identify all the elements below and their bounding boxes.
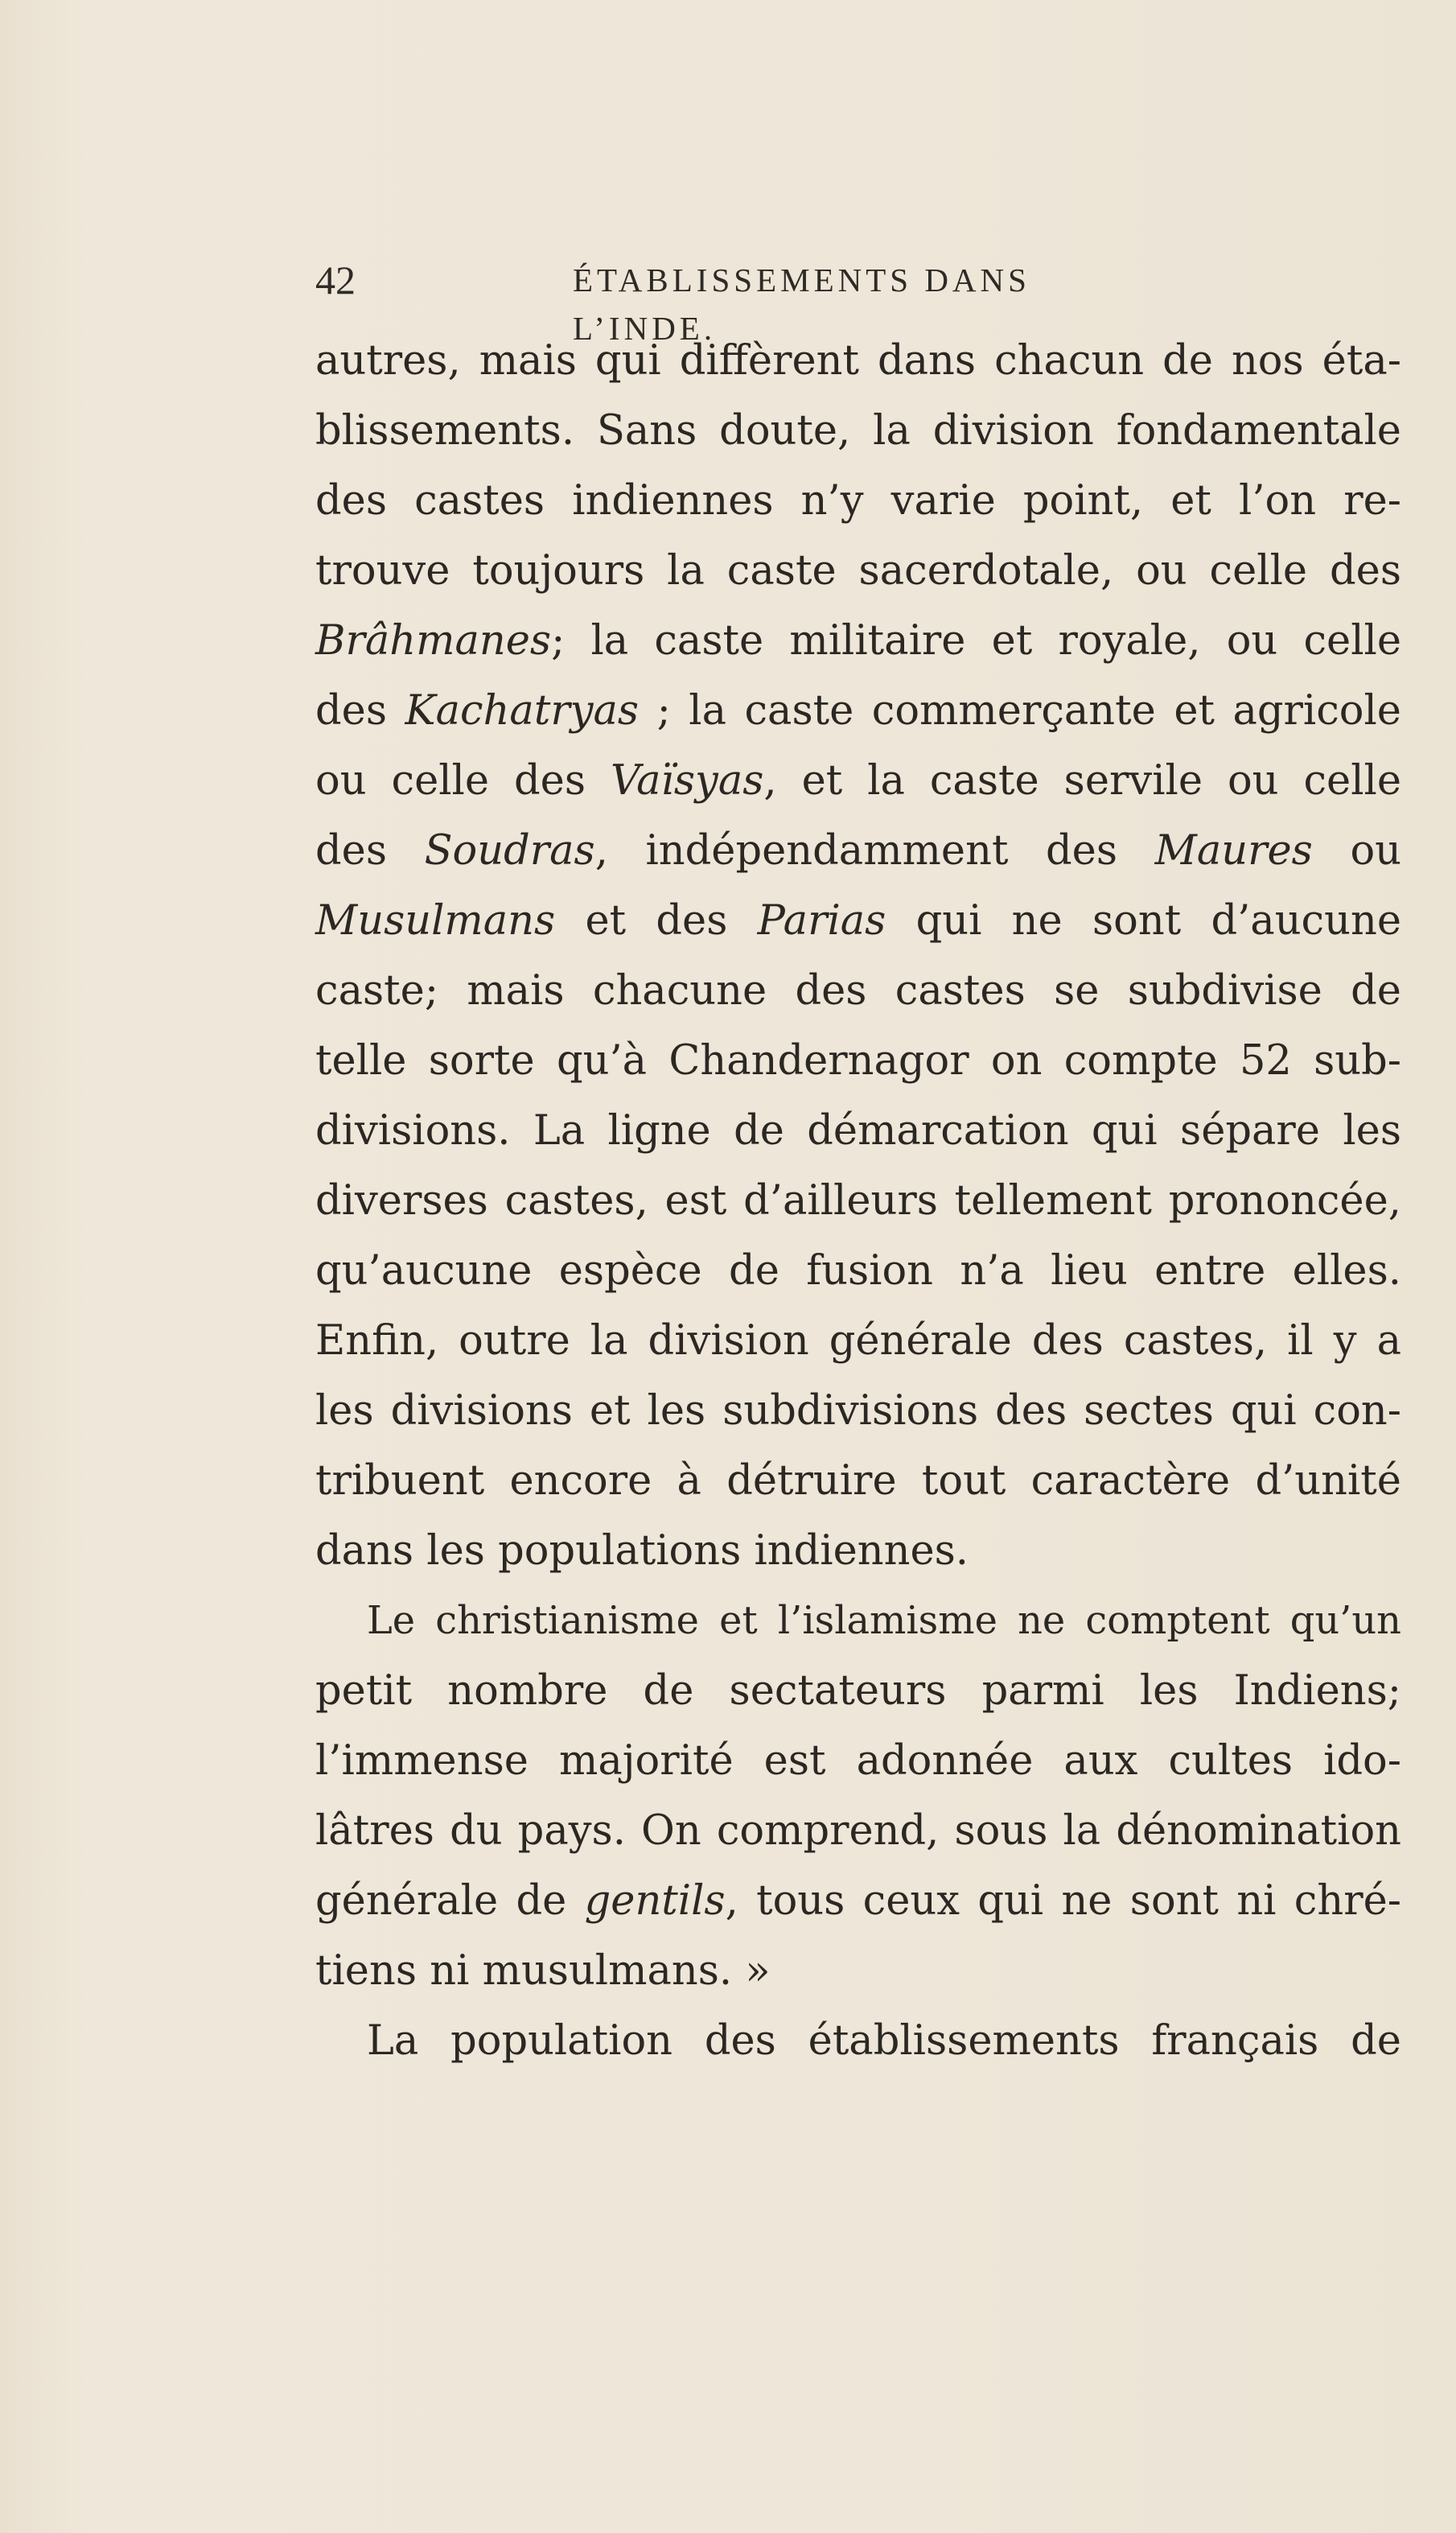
text-segment: des [315,827,425,875]
text-segment: telle sorte qu’à Chandernagor on compte 52 sub- [315,1037,1401,1085]
text-segment: ou [1312,827,1401,875]
text-line [315,816,1401,886]
text-segment: qui ne sont d’aucune [886,897,1401,945]
text-segment: Enfin, outre la division générale des castes, il y a [315,1317,1401,1365]
text-segment: ou celle des [315,757,611,805]
text-line [315,536,1401,606]
text-line [315,1726,1401,1796]
text-segment: ; la caste militaire et royale, ou celle [551,617,1401,665]
text-segment: La population des établissements français de [367,2017,1401,2065]
text-segment: tiens ni musulmans. » [315,1947,771,1995]
text-segment: ; la caste commerçante et agricole [639,687,1401,735]
italic-term: Soudras [424,827,595,875]
italic-term: Maures [1154,827,1313,875]
page-number: 42 [315,257,356,303]
italic-term: Parias [757,897,886,945]
italic-term: Musulmans [315,897,556,945]
text-segment: diverses castes, est d’ailleurs tellement prononcée, [315,1177,1401,1225]
text-segment: , tous ceux qui ne sont ni chré- [725,1877,1402,1925]
text-segment: dans les populations indiennes. [315,1527,969,1575]
text-segment: tribuent encore à détruire tout caractère d’unité [315,1457,1401,1505]
text-segment: blissements. Sans doute, la division fondamentale [315,407,1401,455]
text-line [315,1516,1401,1586]
text-line [315,746,1401,816]
text-line [315,326,1401,396]
text-line [315,396,1401,466]
text-line [315,1096,1401,1166]
text-segment: divisions. La ligne de démarcation qui sépare les [315,1107,1401,1155]
text-line [315,1796,1401,1866]
body-text [315,326,1401,2076]
italic-term: Brâhmanes [315,617,552,665]
italic-term: Vaïsyas [610,757,764,805]
text-line [315,676,1401,746]
text-line [315,956,1401,1026]
text-segment: , et la caste servile ou celle [763,757,1402,805]
text-line [315,1656,1401,1726]
text-line [315,1166,1401,1236]
text-line [315,606,1401,676]
text-segment: des [315,687,405,735]
italic-term: gentils [584,1877,726,1925]
text-segment: caste; mais chacune des castes se subdivise de [315,967,1401,1015]
text-segment: et des [555,897,758,945]
text-line [315,886,1401,956]
text-segment: lâtres du pays. On comprend, sous la dénomination [315,1807,1401,1855]
text-line [315,2006,1401,2076]
text-line [315,466,1401,536]
text-line [315,1446,1401,1516]
running-title: ÉTABLISSEMENTS DANS L’INDE. [573,262,1030,347]
text-segment: , indépendamment des [594,827,1155,875]
text-line [315,1026,1401,1096]
text-segment: trouve toujours la caste sacerdotale, ou celle des [315,547,1401,595]
text-line [315,1866,1401,1936]
text-segment: l’immense majorité est adonnée aux cultes ido- [315,1737,1401,1785]
text-line [315,1236,1401,1306]
text-line [315,1376,1401,1446]
text-segment: les divisions et les subdivisions des sectes qui con- [315,1387,1401,1435]
page-header [315,256,1144,347]
text-segment: des castes indiennes n’y varie point, et l’on re- [315,477,1401,525]
text-segment: autres, mais qui diffèrent dans chacun de nos éta- [315,337,1401,385]
text-segment: Le christianisme et l’islamisme ne comptent qu’un [367,1599,1401,1643]
italic-term: Kachatryas [405,687,640,735]
text-line [315,1306,1401,1376]
text-segment: petit nombre de sectateurs parmi les Indiens; [315,1667,1401,1715]
text-segment: générale de [315,1877,585,1925]
text-line [315,1586,1401,1656]
text-line [315,1936,1401,2006]
text-segment: qu’aucune espèce de fusion n’a lieu entre elles. [315,1247,1401,1295]
